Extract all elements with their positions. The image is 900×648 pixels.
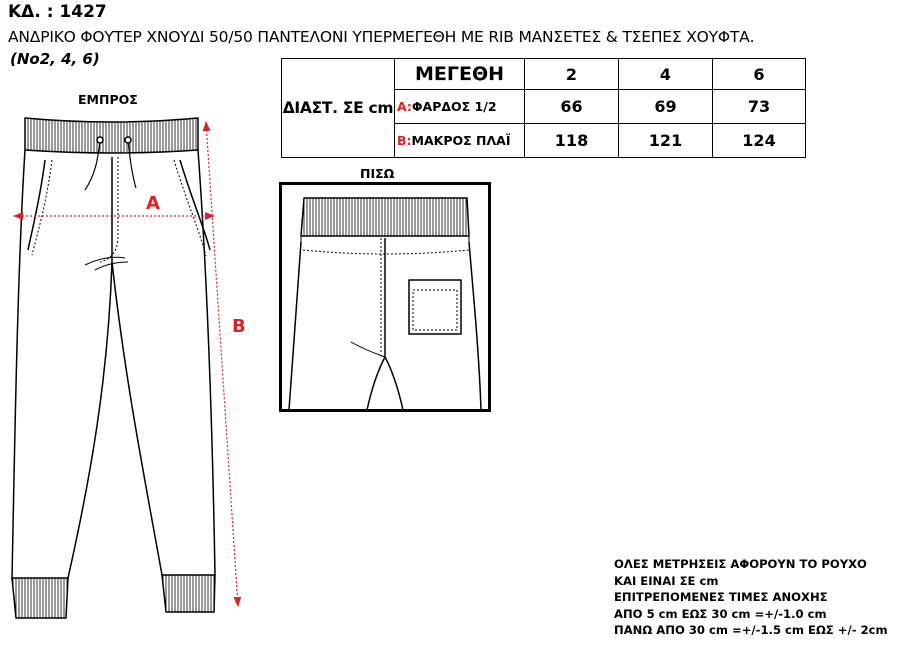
marker-b: B	[232, 316, 246, 337]
dimensions-label: ΔΙΑΣΤ. ΣΕ cm	[282, 59, 395, 158]
note-line: ΚΑΙ ΕΙΝΑΙ ΣΕ cm	[614, 573, 719, 588]
measurement-value: 73	[713, 90, 806, 124]
size-header-cell: 4	[619, 59, 713, 90]
measurement-label	[395, 124, 525, 158]
measurement-value: 69	[619, 90, 713, 124]
measurement-label	[395, 90, 525, 124]
note-line: ΑΠΟ 5 cm ΕΩΣ 30 cm =+/-1.0 cm	[614, 606, 827, 621]
front-view-drawing	[0, 0, 260, 648]
measurement-letter: B:	[397, 133, 412, 148]
back-view-label: ΠΙΣΩ	[360, 166, 395, 181]
front-view-label: ΕΜΠΡΟΣ	[78, 92, 138, 107]
measurement-value: 121	[619, 124, 713, 158]
product-description: ΑΝΔΡΙΚΟ ΦΟΥΤΕΡ ΧΝΟΥΔΙ 50/50 ΠΑΝΤΕΛΟΝΙ ΥΠΕΡΜΕΓΕΘΗ ΜΕ RIB ΜΑΝΣΕΤΕΣ & ΤΣΕΠΕΣ ΧΟΥΦΤΑ.	[8, 28, 755, 46]
measurement-value: 118	[525, 124, 619, 158]
measurement-name: ΜΑΚΡΟΣ ΠΛΑΪ	[411, 133, 511, 148]
measurement-notes	[614, 556, 888, 639]
measurement-value: 66	[525, 90, 619, 124]
size-header-cell: 2	[525, 59, 619, 90]
size-range: (No2, 4, 6)	[10, 50, 100, 68]
measurement-name: ΦΑΡΔΟΣ 1/2	[411, 99, 497, 114]
measurement-value: 124	[713, 124, 806, 158]
note-line: ΠΑΝΩ ΑΠΟ 30 cm =+/-1.5 cm ΕΩΣ +/- 2cm	[614, 623, 888, 637]
marker-a: A	[146, 193, 160, 214]
product-code: ΚΔ. : 1427	[8, 2, 107, 22]
size-header-cell: 6	[713, 59, 806, 90]
back-view-drawing	[279, 182, 491, 412]
note-line: ΟΛΕΣ ΜΕΤΡΗΣΕΙΣ ΑΦΟΡΟΥΝ ΤΟ ΡΟΥΧΟ	[614, 557, 867, 571]
measurement-letter: A:	[397, 99, 412, 114]
size-header-label: ΜΕΓΕΘΗ	[395, 59, 525, 90]
note-line: ΕΠΙΤΡΕΠΟΜΕΝΕΣ ΤΙΜΕΣ ΑΝΟΧΗΣ	[614, 590, 828, 604]
size-table	[281, 58, 806, 158]
